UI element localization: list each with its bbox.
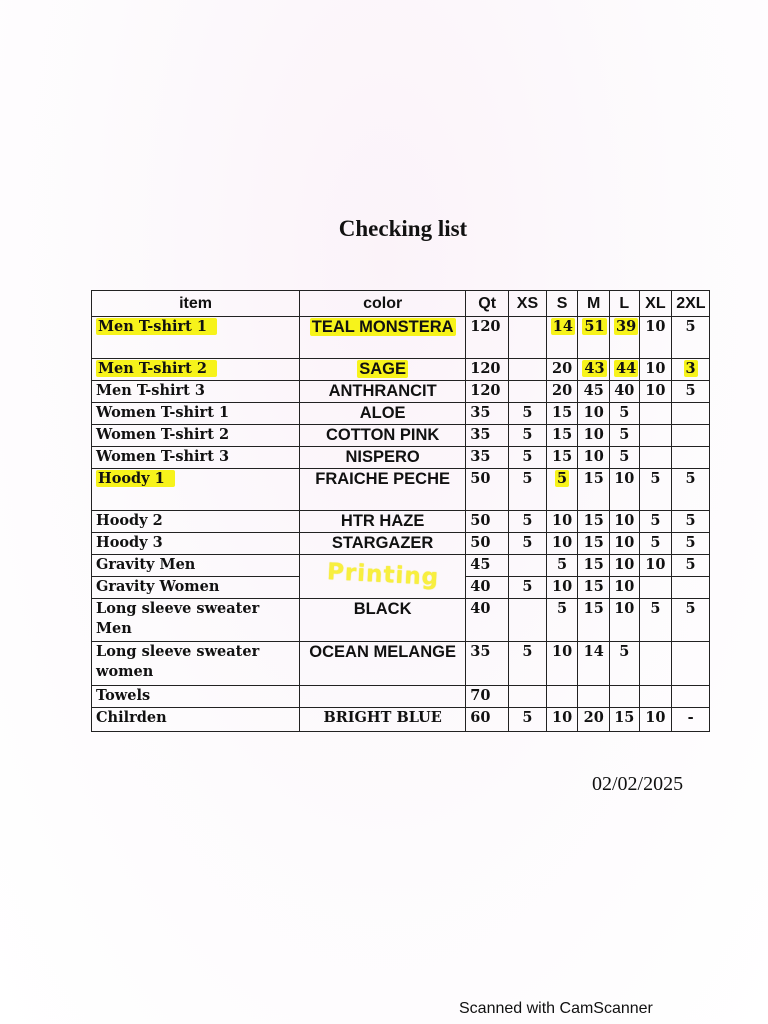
l-cell: 5 <box>610 403 640 425</box>
2xl-cell: 5 <box>672 317 710 359</box>
2xl-cell: 5 <box>672 555 710 577</box>
s-cell: 5 <box>557 470 568 487</box>
m-cell: 15 <box>578 599 610 642</box>
xs-cell: 5 <box>509 469 547 511</box>
item-cell: Long sleeve sweater women <box>92 642 300 686</box>
qt-cell: 120 <box>466 317 509 359</box>
color-cell: COTTON PINK <box>300 425 466 447</box>
item-cell: Women T-shirt 3 <box>92 447 300 469</box>
2xl-cell: 5 <box>672 381 710 403</box>
s-cell: 5 <box>546 555 578 577</box>
header-l: L <box>610 291 640 317</box>
header-m: M <box>578 291 610 317</box>
xs-cell: 5 <box>509 577 547 599</box>
xl-cell: 5 <box>639 533 672 555</box>
xs-cell <box>509 359 547 381</box>
l-cell: 5 <box>610 425 640 447</box>
header-color: color <box>300 291 466 317</box>
item-cell: Men T-shirt 2 <box>96 360 217 377</box>
l-cell: 10 <box>610 533 640 555</box>
table-row <box>92 555 710 577</box>
s-cell: 10 <box>546 511 578 533</box>
header-xl: XL <box>639 291 672 317</box>
s-cell: 20 <box>546 359 578 381</box>
l-cell: 5 <box>610 447 640 469</box>
color-cell: NISPERO <box>300 447 466 469</box>
l-cell: 5 <box>610 642 640 686</box>
xl-cell <box>639 686 672 708</box>
s-cell: 10 <box>546 577 578 599</box>
qt-cell: 120 <box>466 359 509 381</box>
s-cell: 15 <box>546 403 578 425</box>
qt-cell: 35 <box>466 447 509 469</box>
s-cell: 15 <box>546 425 578 447</box>
s-cell: 5 <box>546 599 578 642</box>
xl-cell <box>639 577 672 599</box>
table-row <box>92 447 710 469</box>
2xl-cell: 3 <box>685 360 696 377</box>
table-row <box>92 381 710 403</box>
table-row <box>92 708 710 732</box>
header-2xl: 2XL <box>672 291 710 317</box>
color-cell: TEAL MONSTERA <box>311 318 454 336</box>
item-cell: Men T-shirt 1 <box>96 318 217 335</box>
xl-cell: 10 <box>639 555 672 577</box>
2xl-cell: 5 <box>672 469 710 511</box>
table-header-row <box>92 291 710 317</box>
m-cell: 15 <box>578 511 610 533</box>
s-cell: 20 <box>546 381 578 403</box>
item-cell: Gravity Men <box>92 555 300 577</box>
l-cell: 10 <box>610 577 640 599</box>
xl-cell: 10 <box>639 381 672 403</box>
xs-cell <box>509 555 547 577</box>
xs-cell <box>509 317 547 359</box>
xs-cell: 5 <box>509 425 547 447</box>
xl-cell <box>639 425 672 447</box>
l-cell: 10 <box>610 555 640 577</box>
2xl-cell <box>672 425 710 447</box>
qt-cell: 40 <box>466 577 509 599</box>
s-cell: 10 <box>546 708 578 732</box>
m-cell: 15 <box>578 533 610 555</box>
qt-cell: 120 <box>466 381 509 403</box>
item-cell: Women T-shirt 1 <box>92 403 300 425</box>
xl-cell <box>639 403 672 425</box>
qt-cell: 50 <box>466 511 509 533</box>
s-cell: 14 <box>552 318 573 335</box>
xl-cell: 5 <box>639 599 672 642</box>
item-cell: Hoody 3 <box>92 533 300 555</box>
header-s: S <box>546 291 578 317</box>
l-cell: 40 <box>610 381 640 403</box>
qt-cell: 35 <box>466 403 509 425</box>
l-cell: 10 <box>610 469 640 511</box>
xs-cell <box>509 599 547 642</box>
item-cell: Chilrden <box>92 708 300 732</box>
header-xs: XS <box>509 291 547 317</box>
xl-cell <box>639 642 672 686</box>
xs-cell: 5 <box>509 533 547 555</box>
l-cell: 10 <box>610 511 640 533</box>
xs-cell <box>509 381 547 403</box>
xl-cell: 5 <box>639 469 672 511</box>
xs-cell: 5 <box>509 511 547 533</box>
item-cell: Men T-shirt 3 <box>92 381 300 403</box>
qt-cell: 50 <box>466 469 509 511</box>
color-cell: ANTHRANCIT <box>300 381 466 403</box>
item-cell: Hoody 2 <box>92 511 300 533</box>
xs-cell: 5 <box>509 447 547 469</box>
handwritten-printing-note: Printing <box>325 558 440 591</box>
2xl-cell <box>672 686 710 708</box>
2xl-cell: 5 <box>672 599 710 642</box>
table-row <box>92 469 710 511</box>
color-cell: FRAICHE PECHE <box>300 469 466 511</box>
l-cell: 10 <box>610 599 640 642</box>
m-cell <box>578 686 610 708</box>
qt-cell: 35 <box>466 642 509 686</box>
m-cell: 15 <box>578 469 610 511</box>
xl-cell: 10 <box>639 317 672 359</box>
item-cell: Long sleeve sweater Men <box>92 599 300 642</box>
m-cell: 10 <box>578 447 610 469</box>
table-row <box>92 425 710 447</box>
table-row <box>92 359 710 381</box>
qt-cell: 45 <box>466 555 509 577</box>
m-cell: 15 <box>578 555 610 577</box>
2xl-cell <box>672 577 710 599</box>
2xl-cell: 5 <box>672 533 710 555</box>
item-cell: Women T-shirt 2 <box>92 425 300 447</box>
m-cell: 43 <box>584 360 605 377</box>
m-cell: 14 <box>578 642 610 686</box>
camscanner-watermark: Scanned with CamScanner <box>459 1000 653 1017</box>
table-row <box>92 511 710 533</box>
m-cell: 20 <box>578 708 610 732</box>
l-cell <box>610 686 640 708</box>
qt-cell: 70 <box>466 686 509 708</box>
2xl-cell <box>672 403 710 425</box>
checking-list-table <box>91 290 710 732</box>
color-cell: BLACK <box>300 599 466 642</box>
xl-cell: 5 <box>639 511 672 533</box>
color-cell: OCEAN MELANGE <box>300 642 466 686</box>
l-cell: 15 <box>610 708 640 732</box>
xl-cell: 10 <box>639 359 672 381</box>
qt-cell: 40 <box>466 599 509 642</box>
color-cell: HTR HAZE <box>300 511 466 533</box>
m-cell: 10 <box>578 403 610 425</box>
xs-cell: 5 <box>509 642 547 686</box>
document-title: Checking list <box>338 216 468 241</box>
m-cell: 51 <box>584 318 605 335</box>
table-row <box>92 599 710 642</box>
item-cell: Hoody 1 <box>96 470 175 487</box>
s-cell <box>546 686 578 708</box>
document-date: 02/02/2025 <box>592 773 684 795</box>
2xl-cell: - <box>672 708 710 732</box>
2xl-cell: 5 <box>672 511 710 533</box>
qt-cell: 60 <box>466 708 509 732</box>
table-row <box>92 403 710 425</box>
m-cell: 10 <box>578 425 610 447</box>
l-cell: 44 <box>616 360 637 377</box>
table-row <box>92 642 710 686</box>
item-cell: Gravity Women <box>92 577 300 599</box>
color-cell: ALOE <box>300 403 466 425</box>
s-cell: 10 <box>546 533 578 555</box>
qt-cell: 50 <box>466 533 509 555</box>
xl-cell <box>639 447 672 469</box>
color-cell: SAGE <box>359 360 407 378</box>
2xl-cell <box>672 447 710 469</box>
s-cell: 15 <box>546 447 578 469</box>
table-row <box>92 686 710 708</box>
color-cell: STARGAZER <box>300 533 466 555</box>
l-cell: 39 <box>616 318 637 335</box>
m-cell: 45 <box>578 381 610 403</box>
s-cell: 10 <box>546 642 578 686</box>
xl-cell: 10 <box>639 708 672 732</box>
table-row <box>92 533 710 555</box>
m-cell: 15 <box>578 577 610 599</box>
xs-cell: 5 <box>509 708 547 732</box>
item-cell: Towels <box>92 686 300 708</box>
xs-cell <box>509 686 547 708</box>
2xl-cell <box>672 642 710 686</box>
table-row <box>92 317 710 359</box>
xs-cell: 5 <box>509 403 547 425</box>
color-cell: BRIGHT BLUE <box>300 708 466 732</box>
header-item: item <box>92 291 300 317</box>
header-qt: Qt <box>466 291 509 317</box>
qt-cell: 35 <box>466 425 509 447</box>
color-cell <box>300 686 466 708</box>
